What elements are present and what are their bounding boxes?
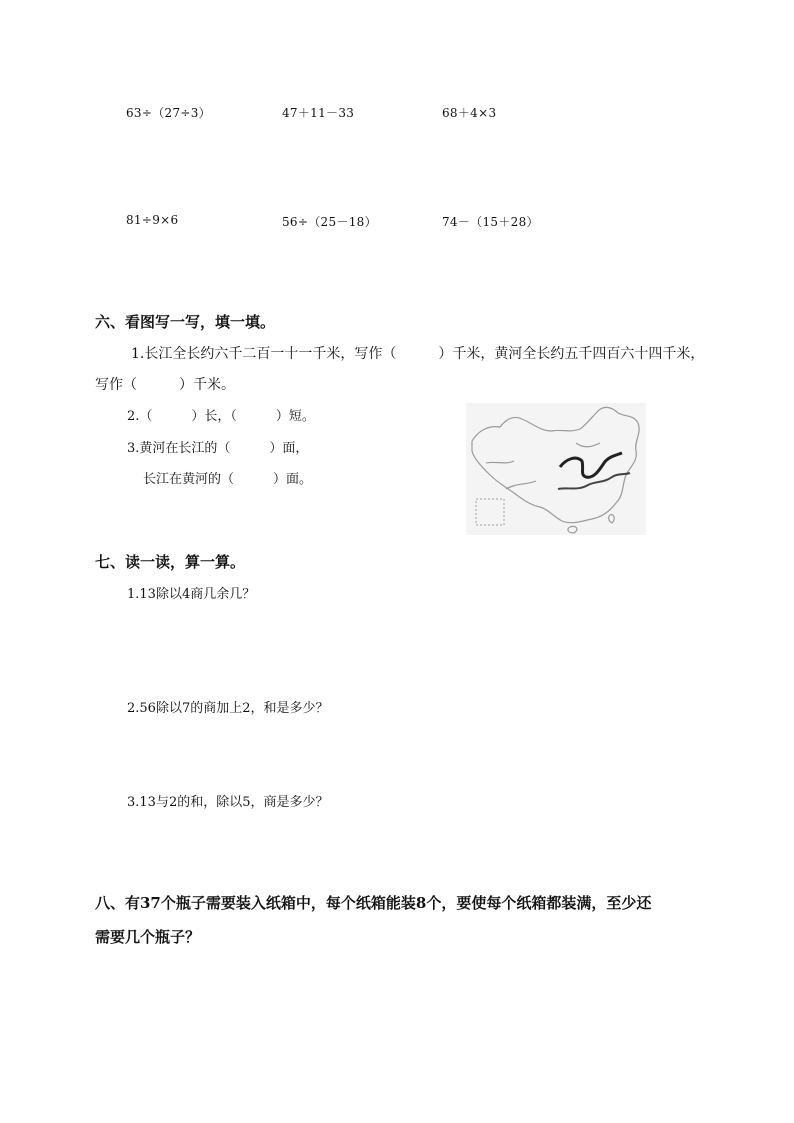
section7-heading: 七、读一读，算一算。 [95,553,246,571]
section7-q3: 3.13与2的和，除以5，商是多少？ [127,795,329,810]
section6-q1-line2: 写作（ ）千米。 [95,377,235,393]
expression-1: 63÷（27÷3） [126,106,211,120]
section8-line1: 八、有37个瓶子需要装入纸箱中，每个纸箱能装8个，要使每个纸箱都装满，至少还 [95,894,652,912]
section6-q1-line1: 1.长江全长约六千二百一十一千米，写作（ ）千米，黄河全长约五千四百六十四千米， [131,346,705,362]
section7-q2: 2.56除以7的商加上2，和是多少？ [127,701,329,716]
section6-heading: 六、看图写一写，填一填。 [95,313,276,331]
expression-6: 74－（15＋28） [442,215,539,229]
expression-3: 68＋4×3 [442,106,497,120]
section7-q1: 1.13除以4商几余几？ [127,587,256,602]
section6-q3-line1: 3.黄河在长江的（ ）面， [127,441,309,456]
section6-q2: 2.（ ）长，（ ）短。 [127,409,315,424]
section6-q3-line2: 长江在黄河的（ ）面。 [143,472,313,487]
expression-2: 47＋11－33 [282,106,355,120]
expression-5: 56÷（25－18） [282,215,377,229]
section8-line2: 需要几个瓶子？ [95,928,201,946]
expression-4: 81÷9×6 [126,213,179,227]
china-map-image [466,403,646,535]
